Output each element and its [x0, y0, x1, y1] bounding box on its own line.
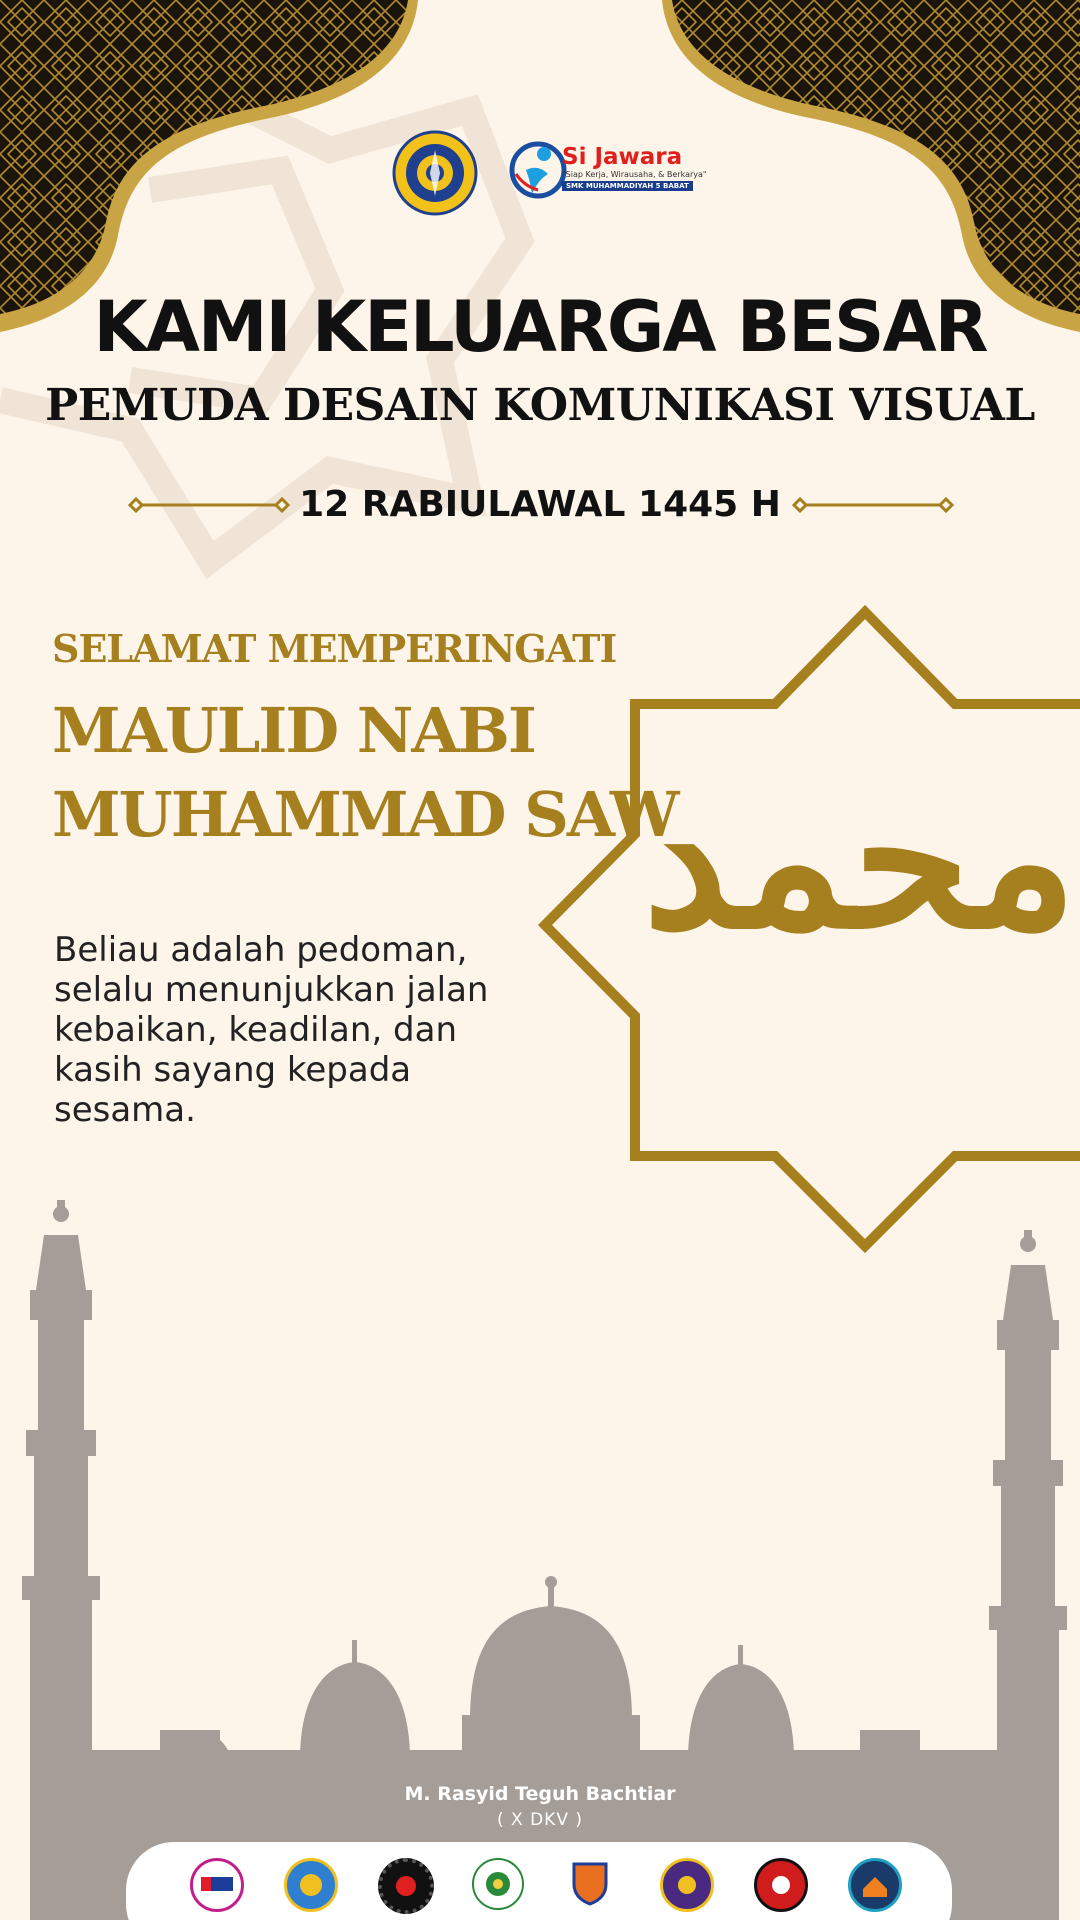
green-emblem-icon	[472, 1858, 524, 1910]
greeting-text: SELAMAT MEMPERINGATI	[52, 626, 617, 671]
headline: KAMI KELUARGA BESAR	[93, 286, 987, 368]
si-jawara-tagline: "Siap Kerja, Wirausaha, & Berkarya"	[562, 170, 707, 179]
si-jawara-school: SMK MUHAMMADIYAH 5 BABAT	[562, 181, 693, 191]
osis-logo-icon	[284, 1858, 338, 1912]
muhammad-calligraphy: محمد	[643, 748, 1077, 971]
message-text: Beliau adalah pedoman, selalu menunjukkan jalan kebaikan, keadilan, dan kasih sayang kepada sesama.	[54, 930, 489, 1130]
house-logo-icon	[848, 1858, 902, 1912]
si-jawara-logo-icon	[508, 140, 568, 200]
gear-club-logo-icon	[378, 1858, 434, 1914]
logo-bar	[126, 1842, 952, 1920]
hijri-date: 12 RABIULAWAL 1445 H	[299, 484, 781, 525]
title-line-1: MAULID NABI	[52, 694, 535, 767]
shield-logo-icon	[566, 1858, 614, 1906]
si-jawara-name: Si Jawara	[562, 144, 683, 170]
red-gear-logo-icon	[754, 1858, 808, 1912]
credit-class: ( X DKV )	[497, 1810, 583, 1830]
credit-name: M. Rasyid Teguh Bachtiar	[404, 1783, 676, 1805]
title-line-2: MUHAMMAD SAW	[52, 778, 678, 851]
subheadline: PEMUDA DESAIN KOMUNIKASI VISUAL	[45, 380, 1035, 431]
dkv-logo-icon	[190, 1858, 244, 1912]
school-emblem-icon	[392, 130, 478, 216]
purple-emblem-icon	[660, 1858, 714, 1912]
